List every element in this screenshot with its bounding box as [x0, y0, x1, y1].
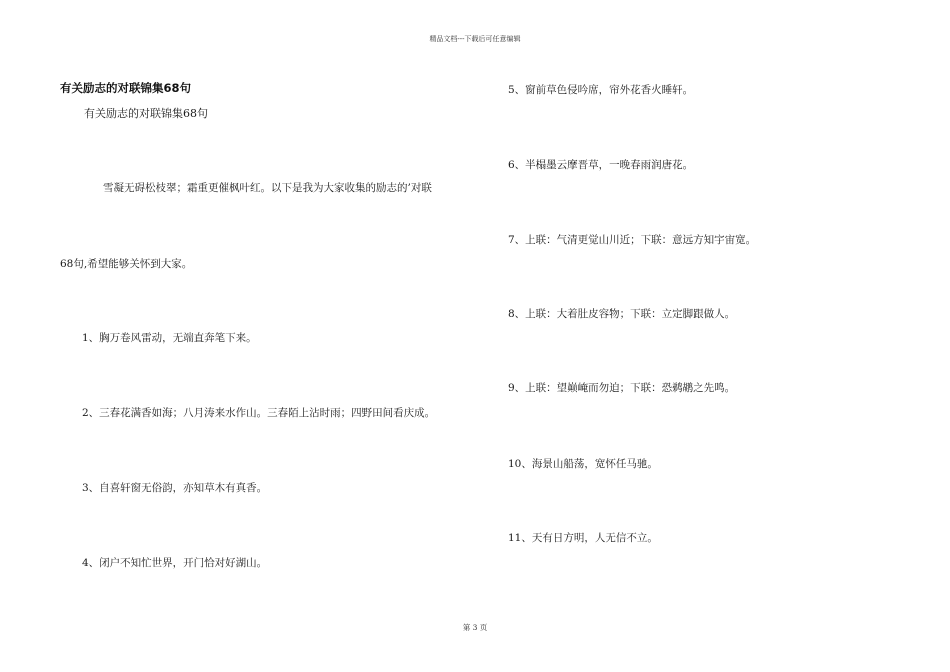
- couplet-item-1: 1、胸万卷风雷动，无端直奔笔下来。: [82, 332, 257, 344]
- document-subtitle: 有关励志的对联锦集68句: [84, 107, 208, 120]
- couplet-item-9: 9、上联：望巅崦而勿迫；下联：恐鹈鹕之先鸣。: [508, 382, 736, 394]
- couplet-item-4: 4、闭户不知忙世界，开门恰对好湖山。: [82, 557, 268, 569]
- couplet-item-6: 6、半榻墨云摩晋草，一晚春雨润唐花。: [508, 159, 694, 171]
- couplet-item-11: 11、天有日方明，人无信不立。: [508, 532, 658, 544]
- couplet-item-7: 7、上联：气清更觉山川近；下联：意远方知宇宙宽。: [508, 234, 757, 246]
- couplet-item-2: 2、三春花满香如海；八月涛来水作山。三春陌上沾时雨；四野田间看庆成。: [82, 407, 436, 419]
- intro-paragraph-line-2: 68句,希望能够关怀到大家。: [60, 258, 193, 270]
- couplet-item-10: 10、海景山船荡，宽怀任马驰。: [508, 458, 658, 470]
- couplet-item-5: 5、窗前草色侵吟席，帘外花香火睡轩。: [508, 84, 694, 96]
- page-header-note: 精品文档---下载后可任意编辑: [429, 35, 521, 43]
- document-title: 有关励志的对联锦集68句: [60, 81, 192, 95]
- couplet-item-3: 3、自喜轩窗无俗韵，亦知草木有真香。: [82, 482, 268, 494]
- page-number: 第 3 页: [462, 623, 488, 632]
- intro-paragraph-line-1: 雪凝无碍松枝翠；霜重更催枫叶红。以下是我为大家收集的励志的’对联: [103, 182, 432, 194]
- couplet-item-8: 8、上联：大着肚皮容物；下联：立定脚跟做人。: [508, 308, 736, 320]
